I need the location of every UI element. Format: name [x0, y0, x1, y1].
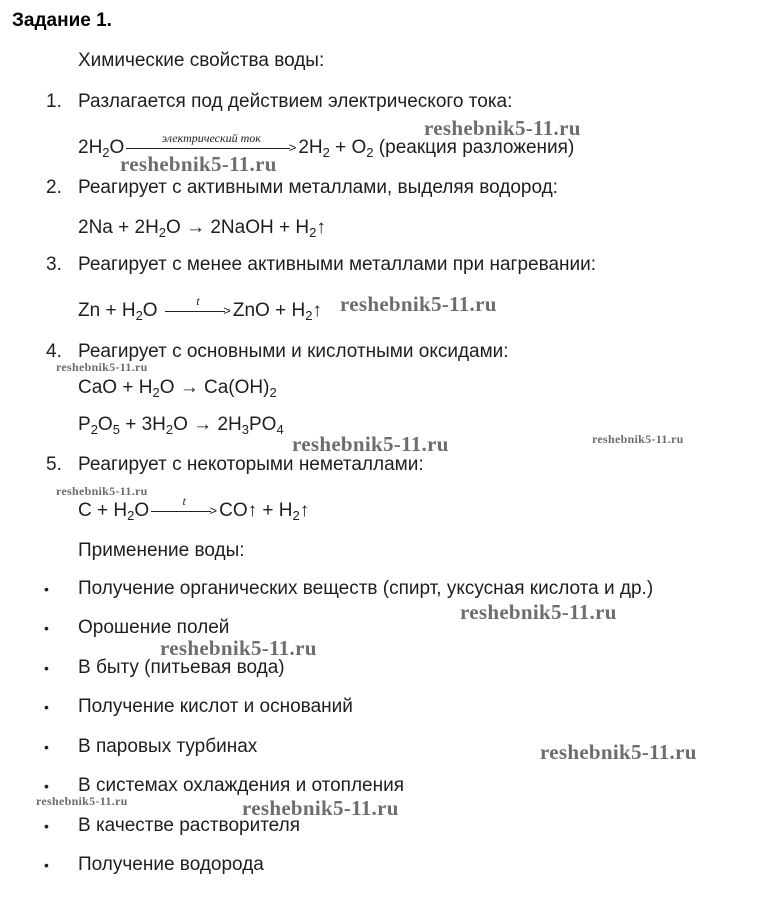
reaction-arrow	[151, 493, 218, 518]
formula-text: O	[142, 300, 163, 321]
formula-text: O	[109, 137, 125, 158]
formula-text: + O	[329, 137, 367, 158]
section-heading-properties: Химические свойства воды:	[78, 50, 325, 71]
subscript: 2	[309, 225, 317, 240]
formula-text: Zn + H	[78, 300, 136, 321]
formula-text: (реакция разложения)	[373, 137, 575, 158]
arrowhead-icon: >	[209, 502, 218, 518]
formula-text: 2H	[298, 137, 323, 158]
bullet-icon: •	[44, 778, 49, 794]
item-text: Реагирует с основными и кислотными оксидами:	[78, 341, 509, 362]
subscript: 2	[165, 422, 174, 437]
subscript: 2	[127, 508, 135, 523]
bullet-icon: •	[44, 818, 49, 834]
formula-text: P	[78, 414, 91, 435]
formula-text: ↑	[316, 217, 326, 238]
equation-zinc	[78, 293, 322, 323]
formula-text: O → Ca(OH)	[159, 377, 270, 398]
formula-text: O	[97, 414, 113, 435]
item-text: Реагирует с активными металлами, выделяя водород:	[78, 177, 558, 198]
use-text: Получение органических веществ (спирт, уксусная кислота и др.)	[78, 578, 654, 599]
use-text: Получение кислот и оснований	[78, 696, 353, 717]
item-text: Реагирует с некоторыми неметаллами:	[78, 454, 424, 475]
bullet-icon: •	[44, 699, 49, 715]
formula-text: 2Na + 2H	[78, 217, 159, 238]
formula-text: O → 2NaOH + H	[166, 217, 310, 238]
subscript: 2	[102, 145, 110, 160]
formula-text: CaO + H	[78, 377, 153, 398]
use-text: Орошение полей	[78, 617, 230, 638]
equation-phosphorus-oxide	[78, 414, 284, 436]
arrow-shaft	[165, 311, 225, 312]
subscript: 2	[292, 508, 300, 523]
formula-text: O	[134, 500, 150, 521]
formula-text: ↑	[299, 500, 310, 521]
bullet-icon: •	[44, 660, 49, 676]
watermark: reshebnik5-11.ru	[292, 432, 449, 456]
bullet-icon: •	[44, 581, 49, 597]
item-number: 1.	[46, 91, 62, 112]
arrow-condition: t	[182, 493, 186, 508]
watermark: reshebnik5-11.ru	[540, 740, 697, 764]
watermark: reshebnik5-11.ru	[340, 292, 497, 316]
watermark: reshebnik5-11.ru	[242, 796, 399, 820]
watermark: reshebnik5-11.ru	[56, 360, 148, 374]
watermark: reshebnik5-11.ru	[592, 432, 684, 446]
watermark: reshebnik5-11.ru	[56, 484, 148, 498]
subscript: 2	[269, 385, 277, 400]
arrowhead-icon: >	[223, 302, 231, 318]
arrowhead-icon: >	[288, 139, 297, 155]
bullet-icon: •	[44, 620, 49, 636]
item-number: 5.	[46, 454, 62, 475]
formula-text: C + H	[78, 500, 128, 521]
item-number: 4.	[46, 341, 62, 362]
formula-text: O → 2H	[173, 414, 242, 435]
watermark: reshebnik5-11.ru	[120, 152, 277, 176]
use-text: В системах охлаждения и отопления	[78, 775, 405, 796]
use-text: В быту (питьевая вода)	[78, 657, 285, 678]
subscript: 5	[112, 422, 120, 437]
watermark: reshebnik5-11.ru	[36, 794, 128, 808]
subscript: 2	[90, 422, 98, 437]
subscript: 3	[241, 422, 249, 437]
subscript: 2	[305, 308, 313, 323]
subscript: 2	[152, 385, 160, 400]
formula-text: 2H	[78, 137, 103, 158]
equation-sodium	[78, 217, 326, 239]
subscript: 2	[322, 145, 330, 160]
item-number: 2.	[46, 177, 62, 198]
subscript: 2	[135, 308, 143, 323]
use-text: Получение водорода	[78, 854, 264, 875]
arrow-shaft	[151, 511, 211, 512]
equation-calcium-oxide	[78, 377, 277, 399]
formula-text: + 3H	[119, 414, 166, 435]
subscript: 2	[158, 225, 167, 240]
subscript: 2	[366, 145, 374, 160]
equation-carbon	[78, 493, 310, 523]
use-text: В паровых турбинах	[78, 736, 258, 757]
arrow-condition: электрический ток	[161, 130, 261, 145]
item-text: Разлагается под действием электрического тока:	[78, 91, 513, 112]
formula-text: CO↑ + H	[219, 500, 293, 521]
item-number: 3.	[46, 254, 62, 275]
formula-text: PO	[248, 414, 277, 435]
use-text: В качестве растворителя	[78, 815, 300, 836]
bullet-icon: •	[44, 857, 49, 873]
section-heading-uses: Применение воды:	[78, 540, 245, 561]
task-title: Задание 1.	[12, 10, 112, 31]
formula-text: ZnO + H	[232, 300, 306, 321]
watermark: reshebnik5-11.ru	[460, 600, 617, 624]
reaction-arrow	[165, 293, 231, 318]
formula-text: ↑	[312, 300, 322, 321]
watermark: reshebnik5-11.ru	[160, 636, 317, 660]
arrow-shaft	[126, 148, 290, 149]
arrow-condition: t	[196, 293, 200, 308]
bullet-icon: •	[44, 739, 49, 755]
item-text: Реагирует с менее активными металлами при нагревании:	[78, 254, 597, 275]
subscript: 4	[276, 422, 284, 437]
watermark: reshebnik5-11.ru	[424, 116, 581, 140]
